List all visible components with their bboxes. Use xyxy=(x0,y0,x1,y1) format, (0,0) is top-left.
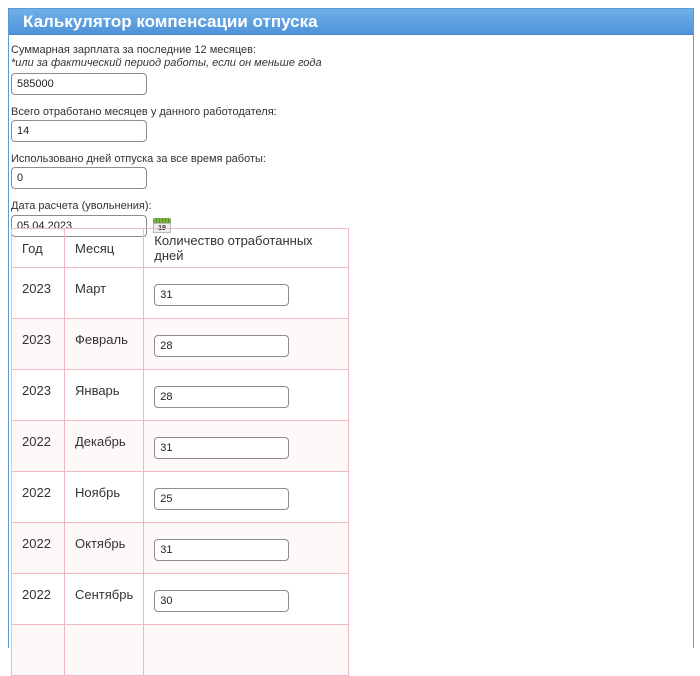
header-year: Год xyxy=(12,229,65,268)
table-header-row xyxy=(12,229,349,268)
vacation-used-label: Использовано дней отпуска за все время работы: xyxy=(11,153,266,165)
header-days: Количество отработанных дней xyxy=(144,229,349,268)
row-days-cell xyxy=(144,370,349,421)
vacation-used-input[interactable] xyxy=(11,167,147,189)
row-days-cell xyxy=(144,574,349,625)
table-row xyxy=(12,421,349,472)
row-year: 2022 xyxy=(12,574,65,625)
row-month: Октябрь xyxy=(65,523,144,574)
row-days-cell xyxy=(144,319,349,370)
days-input[interactable] xyxy=(154,386,289,408)
row-days-cell xyxy=(144,268,349,319)
table-row xyxy=(12,472,349,523)
row-days-cell xyxy=(144,472,349,523)
row-year: 2023 xyxy=(12,370,65,421)
row-year: 2023 xyxy=(12,319,65,370)
row-year: 2022 xyxy=(12,523,65,574)
row-month: Декабрь xyxy=(65,421,144,472)
months-worked-input[interactable] xyxy=(11,120,147,142)
page-title: Калькулятор компенсации отпуска xyxy=(9,9,693,35)
salary-note: *или за фактический период работы, если он меньше года xyxy=(11,57,322,69)
row-year: 2022 xyxy=(12,472,65,523)
days-input[interactable] xyxy=(154,488,289,510)
row-days-cell xyxy=(144,421,349,472)
calc-date-label: Дата расчета (увольнения): xyxy=(11,200,152,212)
row-month: Сентябрь xyxy=(65,574,144,625)
row-month: Ноябрь xyxy=(65,472,144,523)
table-row xyxy=(12,574,349,625)
days-input[interactable] xyxy=(154,284,289,306)
salary-label: Суммарная зарплата за последние 12 месяцев: xyxy=(11,44,257,56)
row-year: 2023 xyxy=(12,268,65,319)
table-row xyxy=(12,319,349,370)
days-input[interactable] xyxy=(154,335,289,357)
months-table xyxy=(11,228,349,676)
months-worked-label: Всего отработано месяцев у данного работодателя: xyxy=(11,106,277,118)
row-month: Март xyxy=(65,268,144,319)
table-row xyxy=(12,625,349,676)
salary-input[interactable] xyxy=(11,73,147,95)
table-row xyxy=(12,523,349,574)
row-year xyxy=(12,625,65,676)
days-input[interactable] xyxy=(154,590,289,612)
header-month: Месяц xyxy=(65,229,144,268)
row-year: 2022 xyxy=(12,421,65,472)
days-input[interactable] xyxy=(154,437,289,459)
row-month: Февраль xyxy=(65,319,144,370)
calendar-icon-day: 19 xyxy=(153,223,171,233)
table-row xyxy=(12,370,349,421)
days-input[interactable] xyxy=(154,539,289,561)
table-row xyxy=(12,268,349,319)
row-month: Январь xyxy=(65,370,144,421)
row-month xyxy=(65,625,144,676)
row-days-cell xyxy=(144,625,349,676)
row-days-cell xyxy=(144,523,349,574)
